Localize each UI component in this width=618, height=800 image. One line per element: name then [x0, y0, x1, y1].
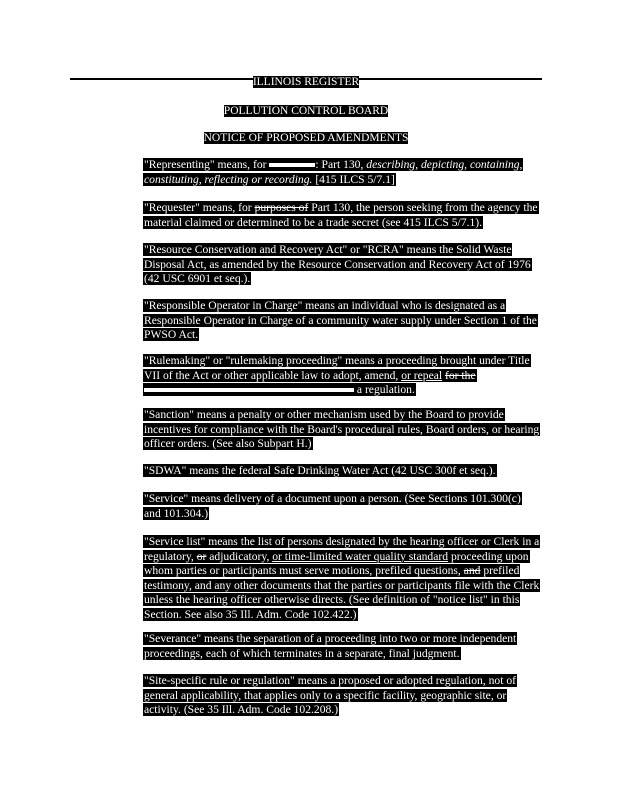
definition-site-specific-rule: "Site-specific rule or regulation" means a proposed or adopted regulation, not of general applicability, that applies only to a specific facility, geographic site, or activity. (See 35 Ill. Adm. Code 102.208.) — [144, 674, 516, 716]
definition-sdwa: "SDWA" means the federal Safe Drinking Water Act (42 USC 300f et seq.). — [144, 464, 496, 477]
definition-service: "Service" means delivery of a document upon a person. (See Sections 101.300(c) and 101.304.) — [144, 492, 521, 520]
redaction-mark — [269, 163, 315, 167]
definition-rcra: "Resource Conservation and Recovery Act" or "RCRA" means the Solid Waste Disposal Act, as amended by the Resource Conservation and Recovery Act of 1976 (42 USC 6901 et seq.). — [144, 243, 531, 285]
definition-representing: "Representing" means, for : Part 130, describing, depicting, containing, constituting, reflecting or recording. [415 ILCS 5/7.1] — [144, 158, 523, 186]
definition-responsible-operator: "Responsible Operator in Charge" means an individual who is designated as a Responsible Operator in Charge of a community water supply under Section 1 of the PWSO Act. — [144, 299, 537, 341]
agency-title: POLLUTION CONTROL BOARD — [223, 105, 389, 117]
notice-title: NOTICE OF PROPOSED AMENDMENTS — [203, 132, 409, 144]
definition-sanction: "Sanction" means a penalty or other mechanism used by the Board to provide incentives for compliance with the Board's procedural rules, Board orders, or hearing officer orders. (See also Subpart H.) — [144, 408, 540, 450]
redaction-mark — [144, 388, 354, 392]
register-title: ILLINOIS REGISTER — [252, 76, 360, 88]
definition-service-list: "Service list" means the list of persons designated by the hearing officer or Clerk in a regulatory, or adjudicatory, or time-limited water quality standard proceeding upon whom parties or participants must serve motions, prefiled questions, and prefiled testimony, and any other documents that the parties or participants file with the Clerk unless the hearing officer otherwise directs. (See definition of "notice list" in this Section. See also 35 Ill. Adm. Code 102.422.) — [144, 535, 540, 621]
definition-rulemaking: "Rulemaking" or "rulemaking proceeding" means a proceeding brought under Title VII of the Act or other applicable law to adopt, amend, or repeal for the a regulation. — [144, 354, 530, 396]
definition-severance: "Severance" means the separation of a proceeding into two or more independent proceedings, each of which terminates in a separate, final judgment. — [144, 632, 517, 660]
definition-requester: "Requester" means, for purposes of Part 130, the person seeking from the agency the material claimed or determined to be a trade secret (see 415 ILCS 5/7.1). — [144, 201, 538, 229]
